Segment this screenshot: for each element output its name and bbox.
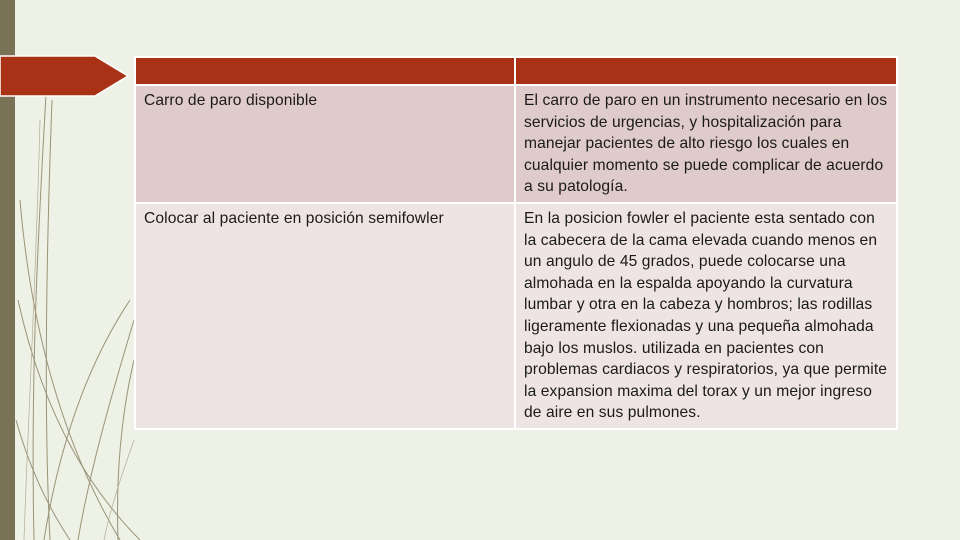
row-1-item: Carro de paro disponible (135, 85, 515, 203)
table-header-row (135, 57, 897, 85)
table-row (135, 203, 897, 429)
content-table (134, 56, 896, 430)
table-row (135, 85, 897, 203)
header-cell-1 (135, 57, 515, 85)
row-2-item: Colocar al paciente en posición semifowler (135, 203, 515, 429)
accent-arrow-shape (0, 0, 130, 540)
row-1-description: El carro de paro en un instrumento necesario en los servicios de urgencias, y hospitalización para manejar pacientes de alto riesgo los cuales en cualquier momento se puede complicar de acuerdo a su patología. (515, 85, 897, 203)
header-cell-2 (515, 57, 897, 85)
row-2-description: En la posicion fowler el paciente esta sentado con la cabecera de la cama elevada cuando menos en un angulo de 45 grados, puede colocarse una almohada en la espalda apoyando la curvatura lumbar y otra en la cabeza y hombros; las rodillas ligeramente flexionadas y una pequeña almohada bajo los muslos. utilizada en pacientes con problemas cardiacos y respiratorios, ya que permite la expansion maxima del torax y un mejor ingreso de aire en sus pulmones. (515, 203, 897, 429)
